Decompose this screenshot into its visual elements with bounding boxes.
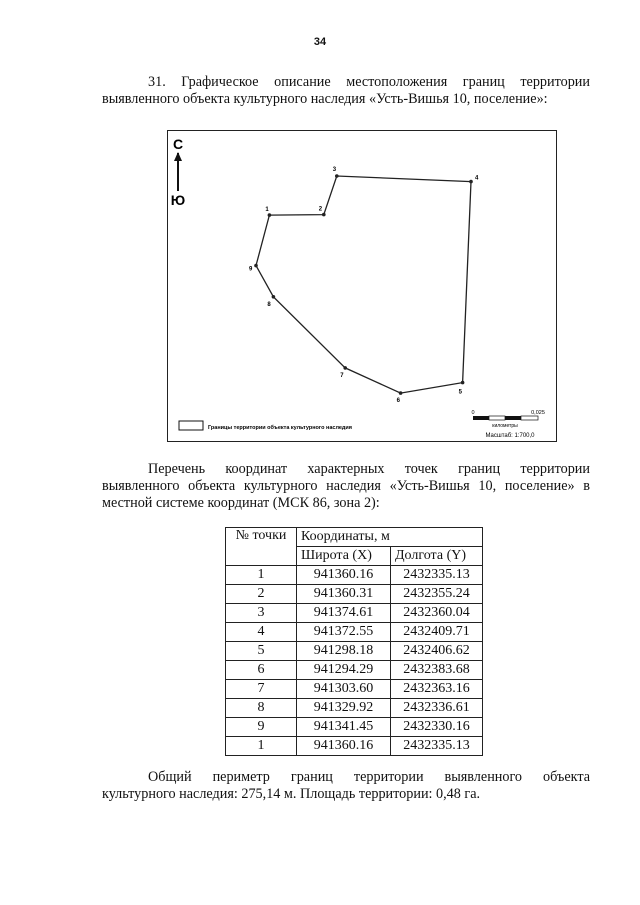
scale-segment-3 [505,416,521,420]
point-number-cell: 4 [226,623,297,642]
scale-segment-4 [521,416,538,420]
boundary-point-label: 3 [332,167,337,173]
heading-line-2: выявленного объекта культурного наследия «Усть-Вишья 10, поселение»: [102,91,548,107]
longitude-cell: 2432409.71 [391,623,483,642]
latitude-cell: 941360.31 [297,585,391,604]
boundary-line [256,176,471,393]
table-row [226,642,483,661]
table-row [226,566,483,585]
scale-unit-label: километры [492,423,518,429]
latitude-cell: 941360.16 [297,566,391,585]
point-number-cell: 1 [226,566,297,585]
table-row [226,680,483,699]
boundary-point-marker [322,213,326,217]
longitude-cell: 2432383.68 [391,661,483,680]
boundary-point-label: 2 [318,206,323,213]
boundary-point-marker [399,391,403,395]
latitude-cell: 941341.45 [297,718,391,737]
point-number-cell: 8 [226,699,297,718]
summary-line-1: Общий периметр границ территории выявленного объекта [148,769,590,785]
boundary-map [167,130,557,442]
boundary-polygon [249,167,479,404]
boundary-point-label: 1 [265,207,269,214]
summary-line-2: культурного наследия: 275,14 м. Площадь территории: 0,48 га. [102,786,481,802]
scale-zero-label: 0 [471,410,475,416]
latitude-cell: 941329.92 [297,699,391,718]
compass [171,136,185,208]
scale-segment-1 [473,416,489,420]
legend-label: Границы территории объекта культурного наследия [208,425,353,431]
header-latitude: Широта (X) [297,547,391,566]
legend-swatch [179,421,203,430]
page-number: 34 [313,36,327,48]
table-row [226,585,483,604]
table-row [226,718,483,737]
header-longitude: Долгота (Y) [391,547,483,566]
longitude-cell: 2432355.24 [391,585,483,604]
point-number-cell: 9 [226,718,297,737]
heading-line-1: 31. Графическое описание местоположения границ территории [148,74,590,90]
coordinates-table [225,527,483,756]
latitude-cell: 941294.29 [297,661,391,680]
coordinates-table-body [226,566,483,756]
table-row [226,737,483,756]
boundary-point-label: 4 [475,175,479,182]
longitude-cell: 2432335.13 [391,737,483,756]
coordinates-intro [102,461,590,512]
boundary-point-label: 9 [249,266,253,273]
boundary-point-marker [469,180,473,184]
table-row [226,661,483,680]
boundary-point-marker [254,264,258,268]
latitude-cell: 941374.61 [297,604,391,623]
boundary-point-label: 5 [458,389,462,396]
intro-line-1: Перечень координат характерных точек границ территории [148,461,590,477]
boundary-map-canvas [168,131,556,441]
boundary-point-marker [335,174,339,178]
latitude-cell: 941303.60 [297,680,391,699]
boundary-point-marker [268,213,272,217]
boundary-point-marker [272,295,276,299]
map-legend [179,421,352,431]
point-number-cell: 1 [226,737,297,756]
longitude-cell: 2432335.13 [391,566,483,585]
summary-paragraph [102,769,590,803]
section-heading [102,74,590,108]
table-row [226,604,483,623]
compass-north-label: С [172,136,184,152]
point-number-cell: 7 [226,680,297,699]
scale-max-label: 0,025 [531,410,545,416]
scale-bar [471,410,544,439]
point-number-cell: 6 [226,661,297,680]
boundary-point-marker [461,381,465,385]
longitude-cell: 2432330.16 [391,718,483,737]
intro-line-3: местной системе координат (МСК 86, зона 2): [102,495,380,511]
latitude-cell: 941372.55 [297,623,391,642]
latitude-cell: 941298.18 [297,642,391,661]
header-point-number: № точки [226,528,297,566]
point-number-cell: 5 [226,642,297,661]
table-row [226,623,483,642]
compass-arrow-head-icon [174,152,182,161]
longitude-cell: 2432336.61 [391,699,483,718]
latitude-cell: 941360.16 [297,737,391,756]
point-number-cell: 3 [226,604,297,623]
intro-line-2: выявленного объекта культурного наследия «Усть-Вишья 10, поселение» в [102,478,590,494]
boundary-point-label: 8 [267,301,271,308]
table-row [226,699,483,718]
scale-segment-2 [489,416,505,420]
scale-ratio-label: Масштаб: 1:700,0 [485,433,535,439]
point-number-cell: 2 [226,585,297,604]
longitude-cell: 2432363.16 [391,680,483,699]
longitude-cell: 2432406.62 [391,642,483,661]
compass-south-label: Ю [170,192,186,208]
header-coordinates: Координаты, м [297,528,483,547]
longitude-cell: 2432360.04 [391,604,483,623]
boundary-point-label: 7 [340,372,344,379]
boundary-point-marker [343,366,347,370]
boundary-point-label: 6 [396,398,400,405]
